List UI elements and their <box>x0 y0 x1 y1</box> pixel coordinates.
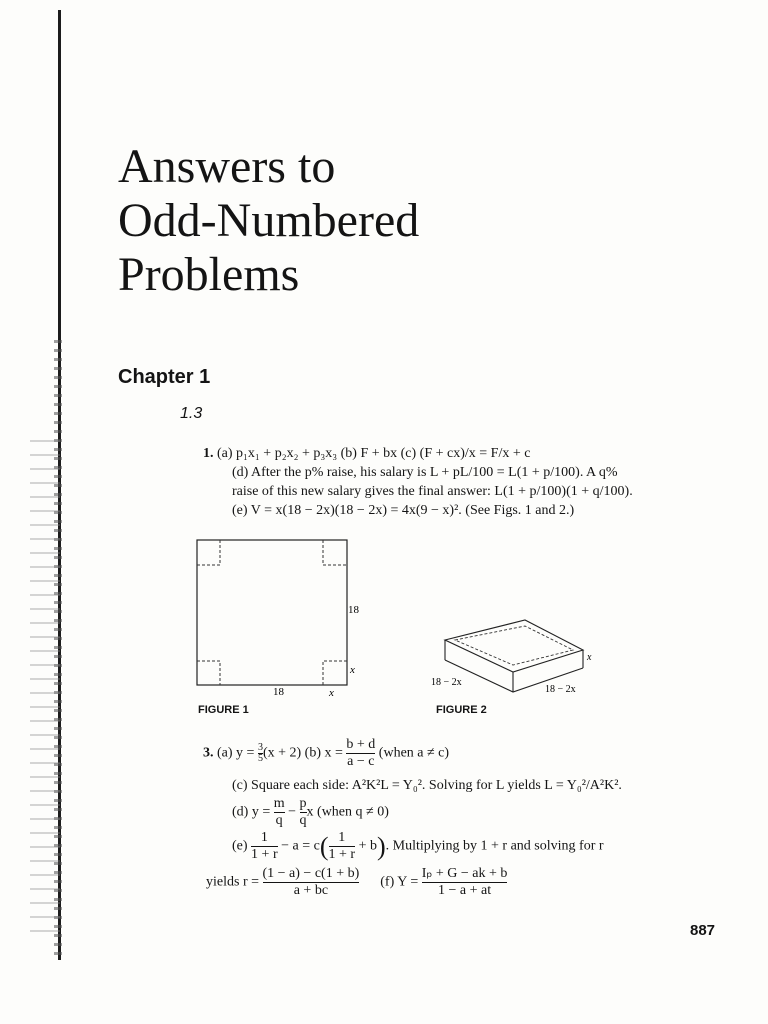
answer-text: (a) y = <box>217 745 258 761</box>
problem-3-line-f <box>206 866 507 899</box>
figure-2-height-label: x <box>587 652 592 663</box>
figure-1-cut-label: x <box>350 664 355 676</box>
fraction <box>329 830 356 863</box>
problem-number: 1. <box>203 446 214 461</box>
figure-1-diagram <box>190 535 370 705</box>
fraction <box>346 737 375 770</box>
title-line-1: Answers to <box>118 140 336 193</box>
figure-2-diagram <box>425 610 605 700</box>
figure-1-cut-bottom-label: x <box>329 687 334 699</box>
figure-2-dim2-label: 18 − 2x <box>545 684 576 695</box>
fraction <box>274 796 285 829</box>
problem-3-line-d <box>232 796 389 829</box>
problem-3-line-c: (c) Square each side: A²K²L = Y₀². Solving for L yields L = Y₀²/A²K². <box>232 778 622 793</box>
fraction-denominator: q <box>275 813 283 828</box>
problem-3-line-ab <box>203 737 449 770</box>
fraction-numerator: (1 − a) − c(1 + b) <box>262 866 360 881</box>
answer-text: + b <box>355 838 377 854</box>
answer-text: (d) y = <box>232 804 274 820</box>
page-title <box>118 140 419 302</box>
fraction-denominator: 5 <box>257 753 263 764</box>
problem-1-line-d2: raise of this new salary gives the final answer: L(1 + p/100)(1 + q/100). <box>232 484 633 499</box>
fraction-numerator: 1 <box>338 830 346 845</box>
title-line-2: Odd-Numbered <box>118 194 420 247</box>
fraction <box>251 830 278 863</box>
page-number: 887 <box>690 922 716 939</box>
problem-1-line-d1: (d) After the p% raise, his salary is L + pL/100 = L(1 + p/100). A q% <box>232 465 618 480</box>
answer-text: . Multiplying by 1 + r and solving for r <box>385 838 604 854</box>
problem-3-line-e <box>232 830 604 863</box>
fraction-denominator: a + bc <box>263 882 360 899</box>
answer-text: (when a ≠ c) <box>375 745 450 761</box>
answer-text: (x + 2) (b) x = <box>262 745 347 761</box>
problem-number: 3. <box>203 745 214 761</box>
scan-noise <box>30 440 60 940</box>
figure-1-side-label: 18 <box>348 604 359 616</box>
fraction-numerator: b + d <box>346 737 376 752</box>
fraction-numerator: Iₚ + G − ak + b <box>421 866 508 881</box>
problem-1-line-e: (e) V = x(18 − 2x)(18 − 2x) = 4x(9 − x)². (See Figs. 1 and 2.) <box>232 503 575 518</box>
paren: ( <box>319 832 329 861</box>
fraction-denominator: q <box>299 813 307 828</box>
chapter-heading: Chapter 1 <box>118 366 211 388</box>
fraction-denominator: 1 + r <box>328 847 356 862</box>
fraction-numerator: m <box>273 796 285 811</box>
fraction-denominator: 1 − a + at <box>422 882 508 899</box>
fraction-numerator: 1 <box>260 830 268 845</box>
answer-text: x (when q ≠ 0) <box>306 804 389 820</box>
answer-text: yields r = <box>206 874 263 890</box>
fraction <box>422 866 508 899</box>
fraction <box>300 796 307 829</box>
fraction-denominator: a − c <box>347 754 375 769</box>
answer-text: (e) <box>232 838 252 854</box>
figure-1-bottom-label: 18 <box>273 686 284 698</box>
fraction-numerator: p <box>299 796 307 811</box>
answer-text: (f) Y = <box>380 874 422 890</box>
figure-2-caption: FIGURE 2 <box>436 704 487 716</box>
answer-text: − <box>284 804 300 820</box>
fraction-denominator: 1 + r <box>251 847 278 862</box>
figure-2-dim1-label: 18 − 2x <box>431 677 462 688</box>
figure-1-caption: FIGURE 1 <box>198 704 249 716</box>
answer-text: − a = c <box>277 838 320 854</box>
problem-1-line-a <box>203 444 530 463</box>
fraction <box>263 866 360 899</box>
fraction-numerator: 3 <box>257 742 263 753</box>
paren: ) <box>376 832 386 861</box>
section-heading: 1.3 <box>180 405 203 422</box>
answer-text: (a) p₁x₁ + p₂x₂ + p₃x₃ (b) F + bx (c) (F + cx)/x = F/x + c <box>217 446 531 461</box>
title-line-3: Problems <box>118 248 300 301</box>
